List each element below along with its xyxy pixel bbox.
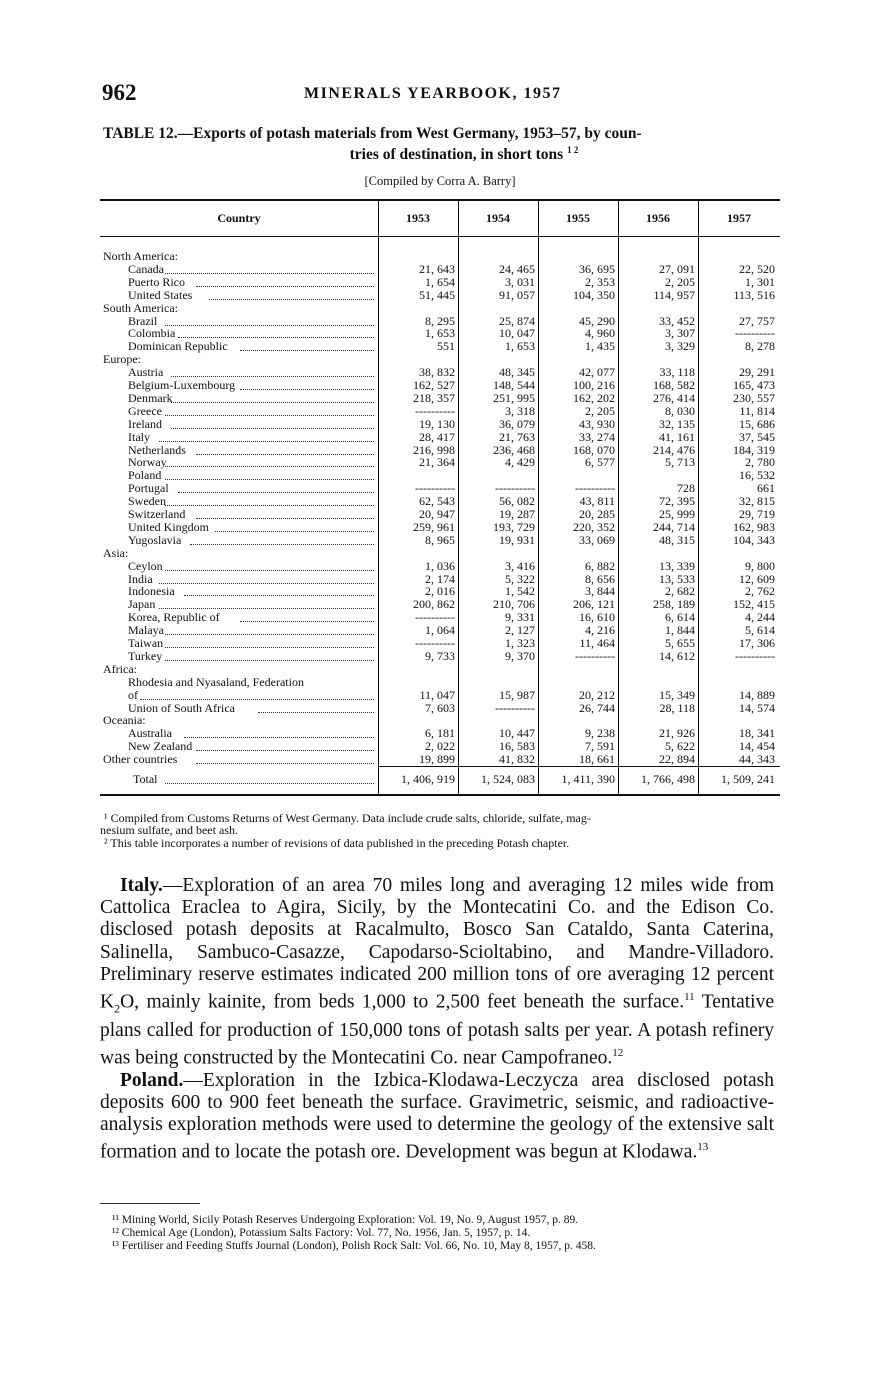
poland-text: —Exploration in the Izbica-Klodawa-Leczycza area disclosed potash deposits 600 to 900 feet beneath the surface. Gravimetric, seismic, and radioactive-analysis exploration methods were used to determine the geology of the extensive salt formation and to locate the potash ore. Development was begun at Klodawa. xyxy=(100,1069,774,1163)
cell-1955: 3, 844 xyxy=(585,584,615,599)
italy-ref1: 11 xyxy=(684,991,695,1004)
italy-text2: O, mainly kainite, from beds 1,000 to 2,500 feet beneath the surface. xyxy=(120,991,685,1013)
row-label: United Kingdom xyxy=(128,520,209,534)
cell-1953: ---------- xyxy=(415,403,455,418)
cell-1953: 8, 965 xyxy=(425,532,455,547)
leader-dots xyxy=(165,650,374,661)
table-title-line2-wrap xyxy=(103,142,785,163)
cell-1953: 259, 961 xyxy=(413,519,455,534)
row-label: Other countries xyxy=(103,753,178,767)
col-head-1954: 1954 xyxy=(486,211,510,225)
cell-1956: 15, 349 xyxy=(659,687,695,702)
cell-1957: 27, 757 xyxy=(739,313,775,328)
table-row xyxy=(0,405,875,418)
total-label: Total xyxy=(133,773,158,786)
cell-1956: 32, 135 xyxy=(659,416,695,431)
cell-1954: ---------- xyxy=(495,700,535,715)
row-label: of xyxy=(128,688,138,702)
cell-1954: 3, 416 xyxy=(505,558,535,573)
cell-1957: 37, 545 xyxy=(739,429,775,444)
cell-1953: 1, 653 xyxy=(425,326,455,341)
cell-1953: 8, 295 xyxy=(425,313,455,328)
total-1954: 1, 524, 083 xyxy=(481,772,535,786)
cell-1956: 13, 339 xyxy=(659,558,695,573)
cell-1954: 193, 729 xyxy=(493,519,535,534)
cell-1957: 22, 520 xyxy=(739,261,775,276)
cell-1954: 24, 465 xyxy=(499,261,535,276)
leader-dots xyxy=(171,366,374,377)
row-label: Puerto Rico xyxy=(128,275,185,289)
cell-1957: ---------- xyxy=(735,326,775,341)
cell-1957: 32, 815 xyxy=(739,494,775,509)
cell-1957: 230, 557 xyxy=(733,390,775,405)
footnote-1b: nesium sulfate, and beet ash. xyxy=(100,823,238,837)
cell-1956: 13, 533 xyxy=(659,571,695,586)
cell-1954: 3, 031 xyxy=(505,274,535,289)
row-label: Colombia xyxy=(128,327,176,341)
cell-1957: 16, 532 xyxy=(739,468,775,483)
row-label: Yugoslavia xyxy=(128,533,182,547)
table-row xyxy=(0,702,875,715)
cell-1953: 19, 899 xyxy=(419,752,455,767)
cell-1957: 18, 341 xyxy=(739,726,775,741)
leader-dots xyxy=(178,327,374,338)
cell-1956: 258, 189 xyxy=(653,597,695,612)
row-label: Turkey xyxy=(128,649,163,663)
cell-1957: 14, 454 xyxy=(739,739,775,754)
cell-1953: 20, 947 xyxy=(419,507,455,521)
total-1957: 1, 509, 241 xyxy=(721,772,775,786)
table-row xyxy=(0,521,875,534)
cell-1956: 6, 614 xyxy=(665,610,695,625)
leader-dots xyxy=(184,585,374,596)
leader-dots xyxy=(159,431,374,442)
cell-1954: 148, 544 xyxy=(493,378,535,392)
row-label: Australia xyxy=(128,727,172,741)
cell-1955: 104, 350 xyxy=(573,287,615,302)
table-row xyxy=(0,650,875,663)
leader-dots xyxy=(184,727,374,738)
cell-1956: 33, 452 xyxy=(659,313,695,328)
cell-1953: 62, 543 xyxy=(419,494,455,509)
row-label: Denmark xyxy=(128,391,173,405)
row-label: Oceania: xyxy=(103,714,146,728)
row-label: India xyxy=(128,572,153,586)
cell-1954: ---------- xyxy=(495,481,535,496)
cell-1955: 8, 656 xyxy=(585,571,615,586)
cell-1954: 3, 318 xyxy=(505,403,535,418)
table-header-rule xyxy=(100,236,780,237)
table-row xyxy=(0,431,875,444)
row-label: Switzerland xyxy=(128,508,186,521)
cell-1956: 48, 315 xyxy=(659,532,695,547)
reference-11: ¹¹ Mining World, Sicily Potash Reserves Undergoing Exploration: Vol. 19, No. 9, August 1957, p. 89. xyxy=(112,1214,579,1226)
table-row xyxy=(0,689,875,702)
cell-1953: 2, 174 xyxy=(425,571,455,586)
cell-1957: 184, 319 xyxy=(733,442,775,457)
cell-1957: 9, 800 xyxy=(745,558,775,573)
italy-paragraph xyxy=(100,875,774,1070)
table-row xyxy=(0,753,875,766)
italy-text: —Exploration of an area 70 miles long and averaging 12 miles wide from Cattolica Eraclea to Agira, Sicily, by the Montecatini Co. and the Edison Co. disclosed potash deposits at Racalmulto, Bosco San Cataldo, Santa Caterina, Salinella, Sambuco-Casazze, Capodarso-Scioltabino, and Mandre-Villadoro. Preliminary reserve estimates indicated 200 million tons of ore averaging 12 percent K xyxy=(100,875,774,1013)
cell-1957: 11, 814 xyxy=(739,403,775,418)
cell-1954: 1, 653 xyxy=(505,339,535,354)
col-head-country: Country xyxy=(217,211,261,225)
cell-1954: 16, 583 xyxy=(499,739,535,754)
cell-1954: 91, 057 xyxy=(499,287,535,302)
cell-1957: 2, 780 xyxy=(745,455,775,470)
cell-1957: 165, 473 xyxy=(733,378,775,392)
cell-1953: 28, 417 xyxy=(419,429,455,444)
total-top-rule xyxy=(378,766,780,767)
table-row xyxy=(0,340,875,353)
cell-1956: 28, 118 xyxy=(659,700,695,715)
cell-1955: 43, 811 xyxy=(579,494,615,509)
cell-1954: 10, 447 xyxy=(499,726,535,741)
row-label: Austria xyxy=(128,366,164,380)
cell-1956: 72, 395 xyxy=(659,494,695,509)
row-label: Dominican Republic xyxy=(128,340,228,354)
table-top-rule xyxy=(100,199,780,201)
cell-1954: 56, 082 xyxy=(499,494,535,509)
table-title-line1: TABLE 12.—Exports of potash materials from West Germany, 1953–57, by coun- xyxy=(103,125,642,142)
cell-1955: 42, 077 xyxy=(579,365,615,380)
row-label: United States xyxy=(128,288,193,302)
cell-1957: 661 xyxy=(757,481,775,496)
cell-1957: ---------- xyxy=(735,648,775,663)
cell-1956: 27, 091 xyxy=(659,261,695,276)
row-label: Belgium-Luxembourg xyxy=(128,379,236,392)
cell-1955: ---------- xyxy=(575,481,615,496)
leader-dots xyxy=(165,560,374,571)
compiled-by: [Compiled by Corra A. Barry] xyxy=(364,174,516,188)
row-label: Poland xyxy=(128,469,162,483)
col-head-1953: 1953 xyxy=(406,211,430,225)
row-label: Ceylon xyxy=(128,559,163,573)
cell-1955: 6, 882 xyxy=(585,558,615,573)
cell-1957: 17, 306 xyxy=(739,636,775,650)
leader-dots xyxy=(209,289,374,300)
cell-1953: 11, 047 xyxy=(419,687,455,702)
cell-1957: 14, 889 xyxy=(739,687,775,702)
cell-1953: 2, 022 xyxy=(425,739,455,754)
cell-1957: 1, 301 xyxy=(745,274,775,289)
row-label: New Zealand xyxy=(128,740,193,754)
cell-1954: 15, 987 xyxy=(499,687,535,702)
table-row xyxy=(0,534,875,547)
cell-1954: 4, 429 xyxy=(505,455,535,470)
row-label: Rhodesia and Nyasaland, Federation xyxy=(128,675,304,689)
cell-1953: 551 xyxy=(437,339,455,354)
cell-1955: 11, 464 xyxy=(579,636,615,650)
table-title-line2: tries of destination, in short tons xyxy=(349,146,564,164)
col-head-1957: 1957 xyxy=(727,211,751,225)
cell-1956: 2, 205 xyxy=(665,274,695,289)
cell-1956: 14, 612 xyxy=(659,648,695,663)
leader-dots xyxy=(165,624,374,635)
italy-ref2: 12 xyxy=(612,1046,624,1059)
row-label: Ireland xyxy=(128,417,162,431)
cell-1955: 9, 238 xyxy=(585,726,615,741)
leader-dots xyxy=(258,702,374,713)
cell-1956: 8, 030 xyxy=(665,403,695,418)
row-label: Brazil xyxy=(128,314,158,328)
cell-1953: 7, 603 xyxy=(425,700,455,715)
table-row xyxy=(0,392,875,405)
row-label: Portugal xyxy=(128,482,169,496)
cell-1953: 1, 654 xyxy=(425,274,455,289)
leader-dots xyxy=(196,753,374,764)
reference-13: ¹³ Fertiliser and Feeding Stuffs Journal (London), Polish Rock Salt: Vol. 66, No. 10, May 8, 1957, p. 458. xyxy=(112,1240,596,1252)
leader-dots xyxy=(165,315,374,326)
cell-1955: 162, 202 xyxy=(573,390,615,405)
cell-1954: 236, 468 xyxy=(493,442,535,457)
italy-sub: 2 xyxy=(114,1001,121,1016)
leader-dots xyxy=(240,611,374,622)
cell-1955: 26, 744 xyxy=(579,700,615,715)
row-label: Netherlands xyxy=(128,443,186,457)
cell-1955: 6, 577 xyxy=(585,455,615,470)
leader-dots xyxy=(159,598,374,609)
cell-1956: 728 xyxy=(677,481,695,496)
row-label: South America: xyxy=(103,301,178,315)
italy-text3: Tentative plans called for production of 150,000 tons of potash salts per year. A potash refinery was being constructed by the Montecatini Co. near Campofraneo. xyxy=(100,991,774,1069)
row-label: Indonesia xyxy=(128,585,175,599)
row-label: Japan xyxy=(128,598,156,612)
cell-1955: 36, 695 xyxy=(579,261,615,276)
cell-1953: 21, 364 xyxy=(419,455,455,470)
leader-dots xyxy=(240,340,374,351)
leader-dots xyxy=(196,276,374,287)
cell-1953: 200, 862 xyxy=(413,597,455,612)
cell-1956: 2, 682 xyxy=(665,584,695,599)
cell-1957: 44, 343 xyxy=(739,752,775,767)
cell-1956: 41, 161 xyxy=(659,429,695,444)
cell-1957: 29, 719 xyxy=(739,507,775,521)
cell-1954: 48, 345 xyxy=(499,365,535,380)
cell-1954: 19, 287 xyxy=(499,507,535,521)
cell-1953: ---------- xyxy=(415,481,455,496)
cell-1954: 1, 542 xyxy=(505,584,535,599)
table-row xyxy=(0,302,875,315)
cell-1954: 25, 874 xyxy=(499,313,535,328)
cell-1953: 6, 181 xyxy=(425,726,455,741)
cell-1955: 4, 216 xyxy=(585,623,615,638)
leader-dots xyxy=(196,508,374,519)
leader-dots xyxy=(165,405,374,416)
total-1956: 1, 766, 498 xyxy=(641,772,695,786)
cell-1957: 12, 609 xyxy=(739,571,775,586)
cell-1957: 104, 343 xyxy=(733,532,775,547)
table-row xyxy=(0,276,875,289)
leader-dots xyxy=(159,573,374,584)
poland-ref: 13 xyxy=(697,1141,709,1154)
leader-dots xyxy=(215,521,374,532)
cell-1953: 218, 357 xyxy=(413,390,455,405)
cell-1956: 3, 307 xyxy=(665,326,695,341)
cell-1954: 9, 370 xyxy=(505,648,535,663)
cell-1954: 10, 047 xyxy=(499,326,535,341)
cell-1954: 251, 995 xyxy=(493,390,535,405)
leader-dots xyxy=(171,392,374,403)
leader-dots xyxy=(165,637,374,648)
cell-1955: 1, 435 xyxy=(585,339,615,354)
cell-1955: 33, 069 xyxy=(579,532,615,547)
cell-1956: 168, 582 xyxy=(653,378,695,392)
cell-1953: 19, 130 xyxy=(419,416,455,431)
table-total-row xyxy=(0,773,875,786)
cell-1956: 5, 622 xyxy=(665,739,695,754)
page-number: 962 xyxy=(102,80,137,105)
cell-1954: 41, 832 xyxy=(499,752,535,767)
row-label: Africa: xyxy=(103,662,137,676)
cell-1956: 25, 999 xyxy=(659,507,695,521)
cell-1955: 220, 352 xyxy=(573,519,615,534)
cell-1953: 216, 998 xyxy=(413,442,455,457)
total-1953: 1, 406, 919 xyxy=(401,772,455,786)
table-bottom-rule xyxy=(100,794,780,796)
row-label: Norway xyxy=(128,456,167,470)
running-title: MINERALS YEARBOOK, 1957 xyxy=(304,85,562,102)
cell-1957: 8, 278 xyxy=(745,339,775,354)
col-head-1955: 1955 xyxy=(566,211,590,225)
cell-1954: 210, 706 xyxy=(493,597,535,612)
cell-1955: 45, 290 xyxy=(579,313,615,328)
cell-1955: 2, 205 xyxy=(585,403,615,418)
cell-1956: 276, 414 xyxy=(653,390,695,405)
footnote-1a: ¹ Compiled from Customs Returns of West Germany. Data include crude salts, chloride, sulfate, mag- xyxy=(104,811,591,825)
leader-dots xyxy=(196,740,374,751)
leader-dots xyxy=(165,456,374,467)
table-row xyxy=(0,547,875,560)
body-text xyxy=(100,875,774,1164)
cell-1953: 2, 016 xyxy=(425,584,455,599)
leader-dots xyxy=(165,773,374,784)
cell-1953: 21, 643 xyxy=(419,261,455,276)
cell-1954: 19, 931 xyxy=(499,532,535,547)
cell-1955: 43, 930 xyxy=(579,416,615,431)
row-label: Union of South Africa xyxy=(128,701,235,715)
cell-1955: 33, 274 xyxy=(579,429,615,444)
cell-1953: ---------- xyxy=(415,636,455,650)
cell-1955: 18, 661 xyxy=(579,752,615,767)
cell-1955: 16, 610 xyxy=(579,610,615,625)
cell-1953: 1, 036 xyxy=(425,558,455,573)
cell-1955: 206, 121 xyxy=(573,597,615,612)
cell-1957: 14, 574 xyxy=(739,700,775,715)
table-row xyxy=(0,289,875,302)
leader-dots xyxy=(178,482,374,493)
table-row xyxy=(0,418,875,431)
cell-1956: 5, 713 xyxy=(665,455,695,470)
cell-1957: 2, 762 xyxy=(745,584,775,599)
col-head-1956: 1956 xyxy=(646,211,670,225)
cell-1953: 162, 527 xyxy=(413,378,455,392)
cell-1956: 3, 329 xyxy=(665,339,695,354)
cell-1957: 4, 244 xyxy=(745,610,775,625)
table-row xyxy=(0,560,875,573)
leader-dots xyxy=(165,495,374,506)
cell-1953: 51, 445 xyxy=(419,287,455,302)
cell-1957: 162, 983 xyxy=(733,519,775,534)
italy-lead: Italy. xyxy=(120,875,163,896)
cell-1955: 20, 285 xyxy=(579,507,615,521)
leader-dots xyxy=(171,418,374,429)
footnote-2: ² This table incorporates a number of revisions of data published in the preceding Potash chapter. xyxy=(104,836,570,850)
cell-1957: 15, 686 xyxy=(739,416,775,431)
table-title xyxy=(103,125,785,163)
cell-1955: 20, 212 xyxy=(579,687,615,702)
cell-1953: 1, 064 xyxy=(425,623,455,638)
table-row xyxy=(0,263,875,276)
leader-dots xyxy=(196,444,374,455)
cell-1956: 1, 844 xyxy=(665,623,695,638)
cell-1957: 113, 516 xyxy=(733,287,775,302)
total-1955: 1, 411, 390 xyxy=(561,772,615,786)
cell-1955: 100, 216 xyxy=(573,378,615,392)
cell-1955: ---------- xyxy=(575,648,615,663)
cell-1954: 9, 331 xyxy=(505,610,535,625)
cell-1955: 168, 070 xyxy=(573,442,615,457)
row-label: Asia: xyxy=(103,546,129,560)
cell-1953: 38, 832 xyxy=(419,365,455,380)
cell-1955: 4, 960 xyxy=(585,326,615,341)
cell-1956: 22, 894 xyxy=(659,752,695,767)
cell-1957: 29, 291 xyxy=(739,365,775,380)
row-label: Malaya xyxy=(128,624,164,638)
row-label: North America: xyxy=(103,250,178,263)
row-label: Taiwan xyxy=(128,637,164,650)
row-label: Sweden xyxy=(128,495,166,509)
row-label: Canada xyxy=(128,262,164,276)
poland-paragraph xyxy=(100,1070,774,1164)
leader-dots xyxy=(190,534,374,545)
references-rule xyxy=(100,1203,200,1204)
leader-dots xyxy=(165,469,374,480)
table-row xyxy=(0,676,875,689)
leader-dots xyxy=(165,263,374,274)
cell-1956: 5, 655 xyxy=(665,636,695,650)
leader-dots xyxy=(240,379,374,390)
row-label: Europe: xyxy=(103,353,141,367)
cell-1956: 214, 476 xyxy=(653,442,695,457)
row-label: Italy xyxy=(128,430,150,444)
cell-1954: 5, 322 xyxy=(505,571,535,586)
table-title-refs: 1 2 xyxy=(567,145,579,155)
poland-lead: Poland. xyxy=(120,1069,184,1091)
cell-1953: ---------- xyxy=(415,610,455,625)
cell-1956: 21, 926 xyxy=(659,726,695,741)
cell-1954: 36, 079 xyxy=(499,416,535,431)
leader-dots xyxy=(140,689,374,700)
row-label: Korea, Republic of xyxy=(128,611,220,625)
cell-1955: 7, 591 xyxy=(585,739,615,754)
row-label: Greece xyxy=(128,404,162,418)
cell-1956: 244, 714 xyxy=(653,519,695,534)
reference-12: ¹² Chemical Age (London), Potassium Salts Factory: Vol. 77, No. 1956, Jan. 5, 1957, p. 14. xyxy=(112,1227,531,1239)
cell-1954: 1, 323 xyxy=(505,636,535,650)
cell-1956: 114, 957 xyxy=(653,287,695,302)
cell-1954: 21, 763 xyxy=(499,429,535,444)
cell-1957: 152, 415 xyxy=(733,597,775,612)
cell-1956: 33, 118 xyxy=(659,365,695,380)
cell-1953: 9, 733 xyxy=(425,648,455,663)
cell-1957: 5, 614 xyxy=(745,623,775,638)
cell-1954: 2, 127 xyxy=(505,623,535,638)
table-row xyxy=(0,663,875,676)
cell-1955: 2, 353 xyxy=(585,274,615,289)
